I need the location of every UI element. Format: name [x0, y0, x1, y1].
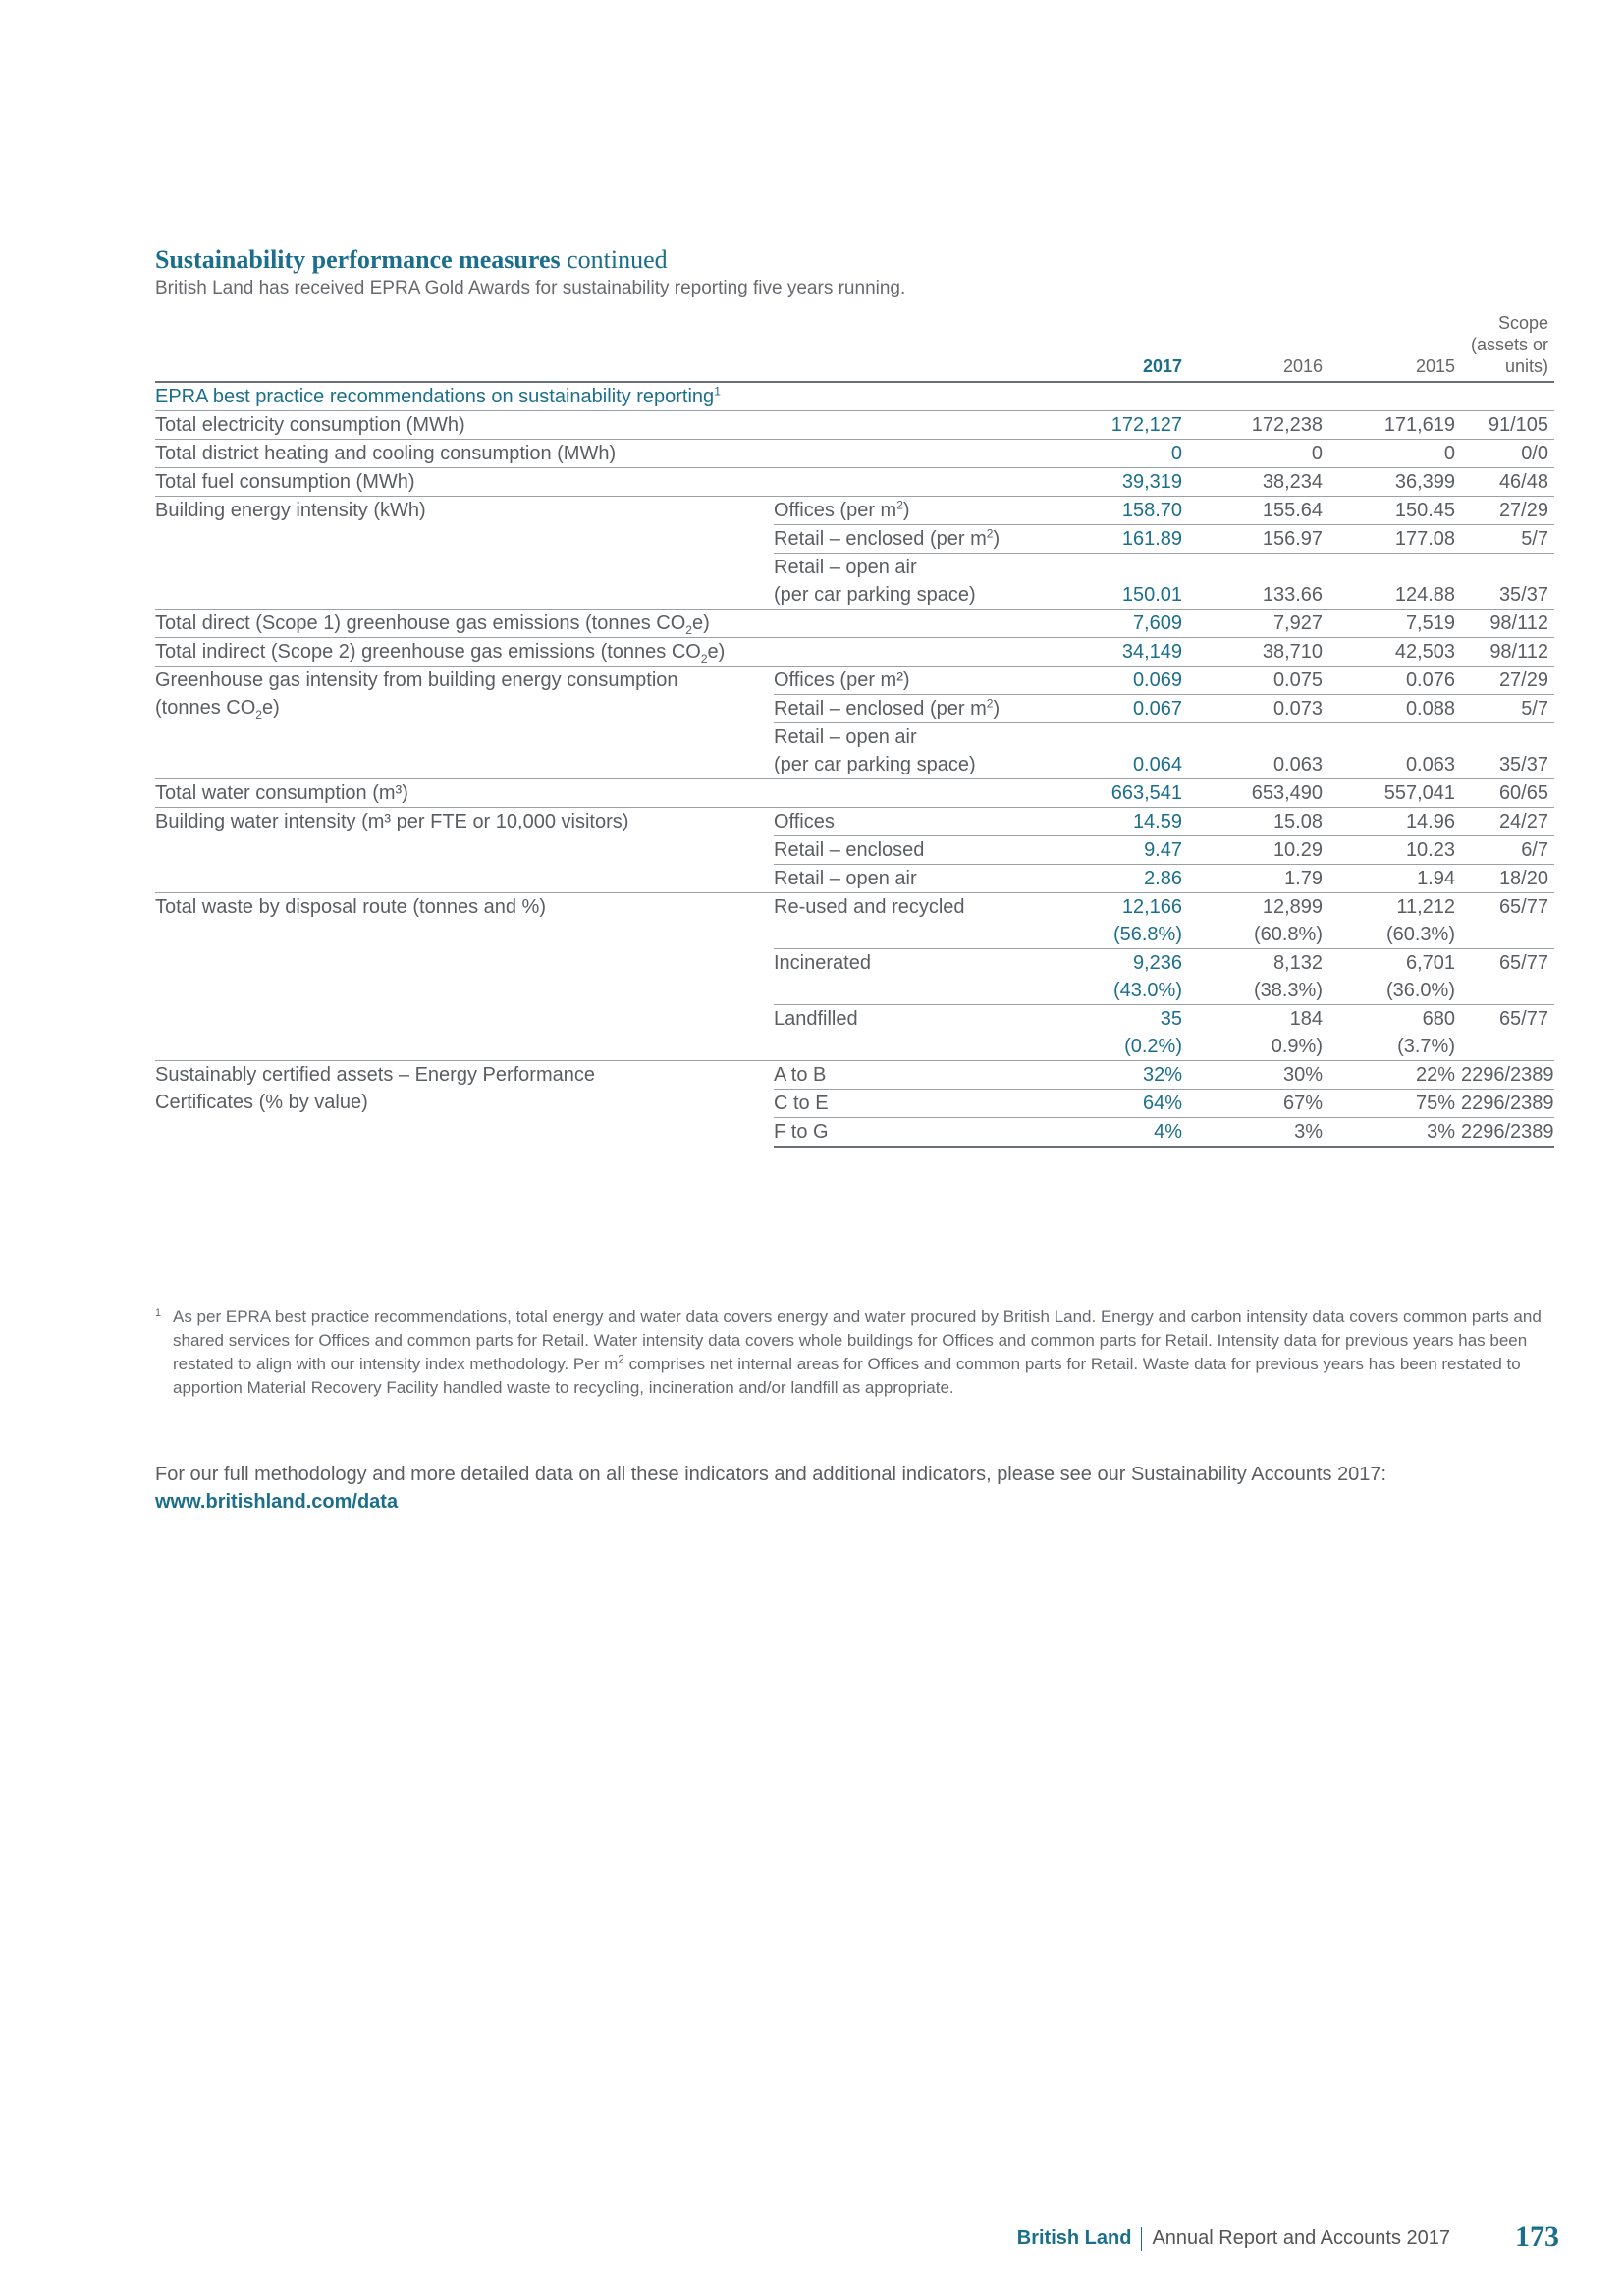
data-link[interactable]: www.britishland.com/data	[155, 1491, 399, 1513]
footer-brand: British Land	[1016, 2227, 1132, 2249]
col-2017: 2017	[1051, 312, 1188, 382]
section-heading-row: EPRA best practice recommendations on sustainability reporting$^1$	[155, 382, 1554, 411]
table-row-epc-a-to-b: Sustainably certified assets – Energy Performance Certificates (% by value) A to B 32% 30% 22% 2296/2389	[155, 1061, 1554, 1090]
section-title-main: Sustainability performance measures	[155, 245, 561, 274]
table-row-electricity: Total electricity consumption (MWh) 172,127 172,238 171,619 91/105	[155, 411, 1554, 440]
table-row-water-intensity-offices: Building water intensity (m³ per FTE or 10,000 visitors) Offices 14.59 15.08 14.96 24/27	[155, 808, 1554, 836]
footnote	[155, 1306, 1549, 1400]
table-row-energy-intensity-retail-open: Retail – open air (per car parking space) 150.01 133.66 124.88 35/37	[155, 554, 1554, 610]
table-row-ghg-intensity-retail-enclosed: Retail – enclosed (per $m^2$) 0.067 0.073 0.088 5/7	[155, 695, 1554, 723]
col-2016: 2016	[1188, 312, 1328, 382]
methodology-note	[155, 1461, 1549, 1516]
footer-divider	[1141, 2227, 1142, 2251]
methodology-text: For our full methodology and more detailed data on all these indicators and additional indicators, please see our Sustainability Accounts 2017:	[155, 1464, 1387, 1485]
footer-report-title: Annual Report and Accounts 2017	[1152, 2227, 1450, 2249]
table-row-energy-intensity-retail-enclosed: Retail – enclosed (per $m^2$) 161.89 156.97 177.08 5/7	[155, 525, 1554, 554]
section-subtitle: British Land has received EPRA Gold Awards for sustainability reporting five years running.	[155, 278, 906, 298]
table-row-waste-incinerated: Incinerated 9,236 (43.0%) 8,132 (38.3%) 6,701 (36.0%) 65/77	[155, 949, 1554, 1005]
epra-data-table	[155, 312, 1554, 1148]
table-row-waste-landfilled: Landfilled 35 (0.2%) 184 0.9%) 680 (3.7%) 65/77	[155, 1005, 1554, 1061]
table-header-row	[155, 312, 1554, 382]
section-title	[155, 245, 668, 275]
footnote-mark: 1	[155, 1308, 162, 1319]
table-row-water-intensity-retail-open: Retail – open air 2.86 1.79 1.94 18/20	[155, 865, 1554, 893]
col-scope: Scope (assets or units)	[1461, 312, 1554, 382]
footnote-text: As per EPRA best practice recommendations, total energy and water data covers energy and water procured by British Land. Energy and carbon intensity data covers common parts and shared services for Offices and common parts for Retail. Water intensity data covers whole buildings for Offices and common parts for Retail. Intensity data for previous years has been restated to align with our intensity index methodology. Per $m^2$ comprises net internal areas for Offices and common parts for Retail. Waste data for previous years has been restated to apportion Material Recovery Facility handled waste to recycling, incineration and/or landfill as appropriate.	[173, 1308, 1542, 1397]
table-row-ghg-intensity-offices: Greenhouse gas intensity from building energy consumption (tonnes $CO_2e$) Offices (per m²) 0.069 0.075 0.076 27/29	[155, 667, 1554, 695]
table-row-water: Total water consumption (m³) 663,541 653,490 557,041 60/65	[155, 779, 1554, 808]
table-row-ghg-intensity-retail-open: Retail – open air (per car parking space) 0.064 0.063 0.063 35/37	[155, 723, 1554, 779]
page-number: 173	[1515, 2220, 1559, 2253]
table-row-fuel: Total fuel consumption (MWh) 39,319 38,234 36,399 46/48	[155, 468, 1554, 497]
col-2015: 2015	[1328, 312, 1461, 382]
page-footer	[1017, 2220, 1559, 2254]
table-row-water-intensity-retail-enclosed: Retail – enclosed 9.47 10.29 10.23 6/7	[155, 836, 1554, 865]
table-row-epc-f-to-g: F to G 4% 3% 3% 2296/2389	[155, 1118, 1554, 1148]
table-row-waste-recycled: Total waste by disposal route (tonnes and %) Re-used and recycled 12,166 (56.8%) 12,899 (60.8%) 11,212 (60.3%) 65/77	[155, 893, 1554, 949]
table-row-district-heating: Total district heating and cooling consumption (MWh) 0 0 0 0/0	[155, 440, 1554, 468]
table-row-epc-c-to-e: C to E 64% 67% 75% 2296/2389	[155, 1090, 1554, 1118]
table-row-scope1: Total direct (Scope 1) greenhouse gas emissions (tonnes $CO_2e$) 7,609 7,927 7,519 98/112	[155, 610, 1554, 638]
table-row-energy-intensity-offices: Building energy intensity (kWh) Offices (per $m^2$) 158.70 155.64 150.45 27/29	[155, 497, 1554, 525]
section-title-suffix: continued	[567, 245, 668, 274]
table-row-scope2: Total indirect (Scope 2) greenhouse gas emissions (tonnes $CO_2e$) 34,149 38,710 42,503 98/112	[155, 638, 1554, 667]
